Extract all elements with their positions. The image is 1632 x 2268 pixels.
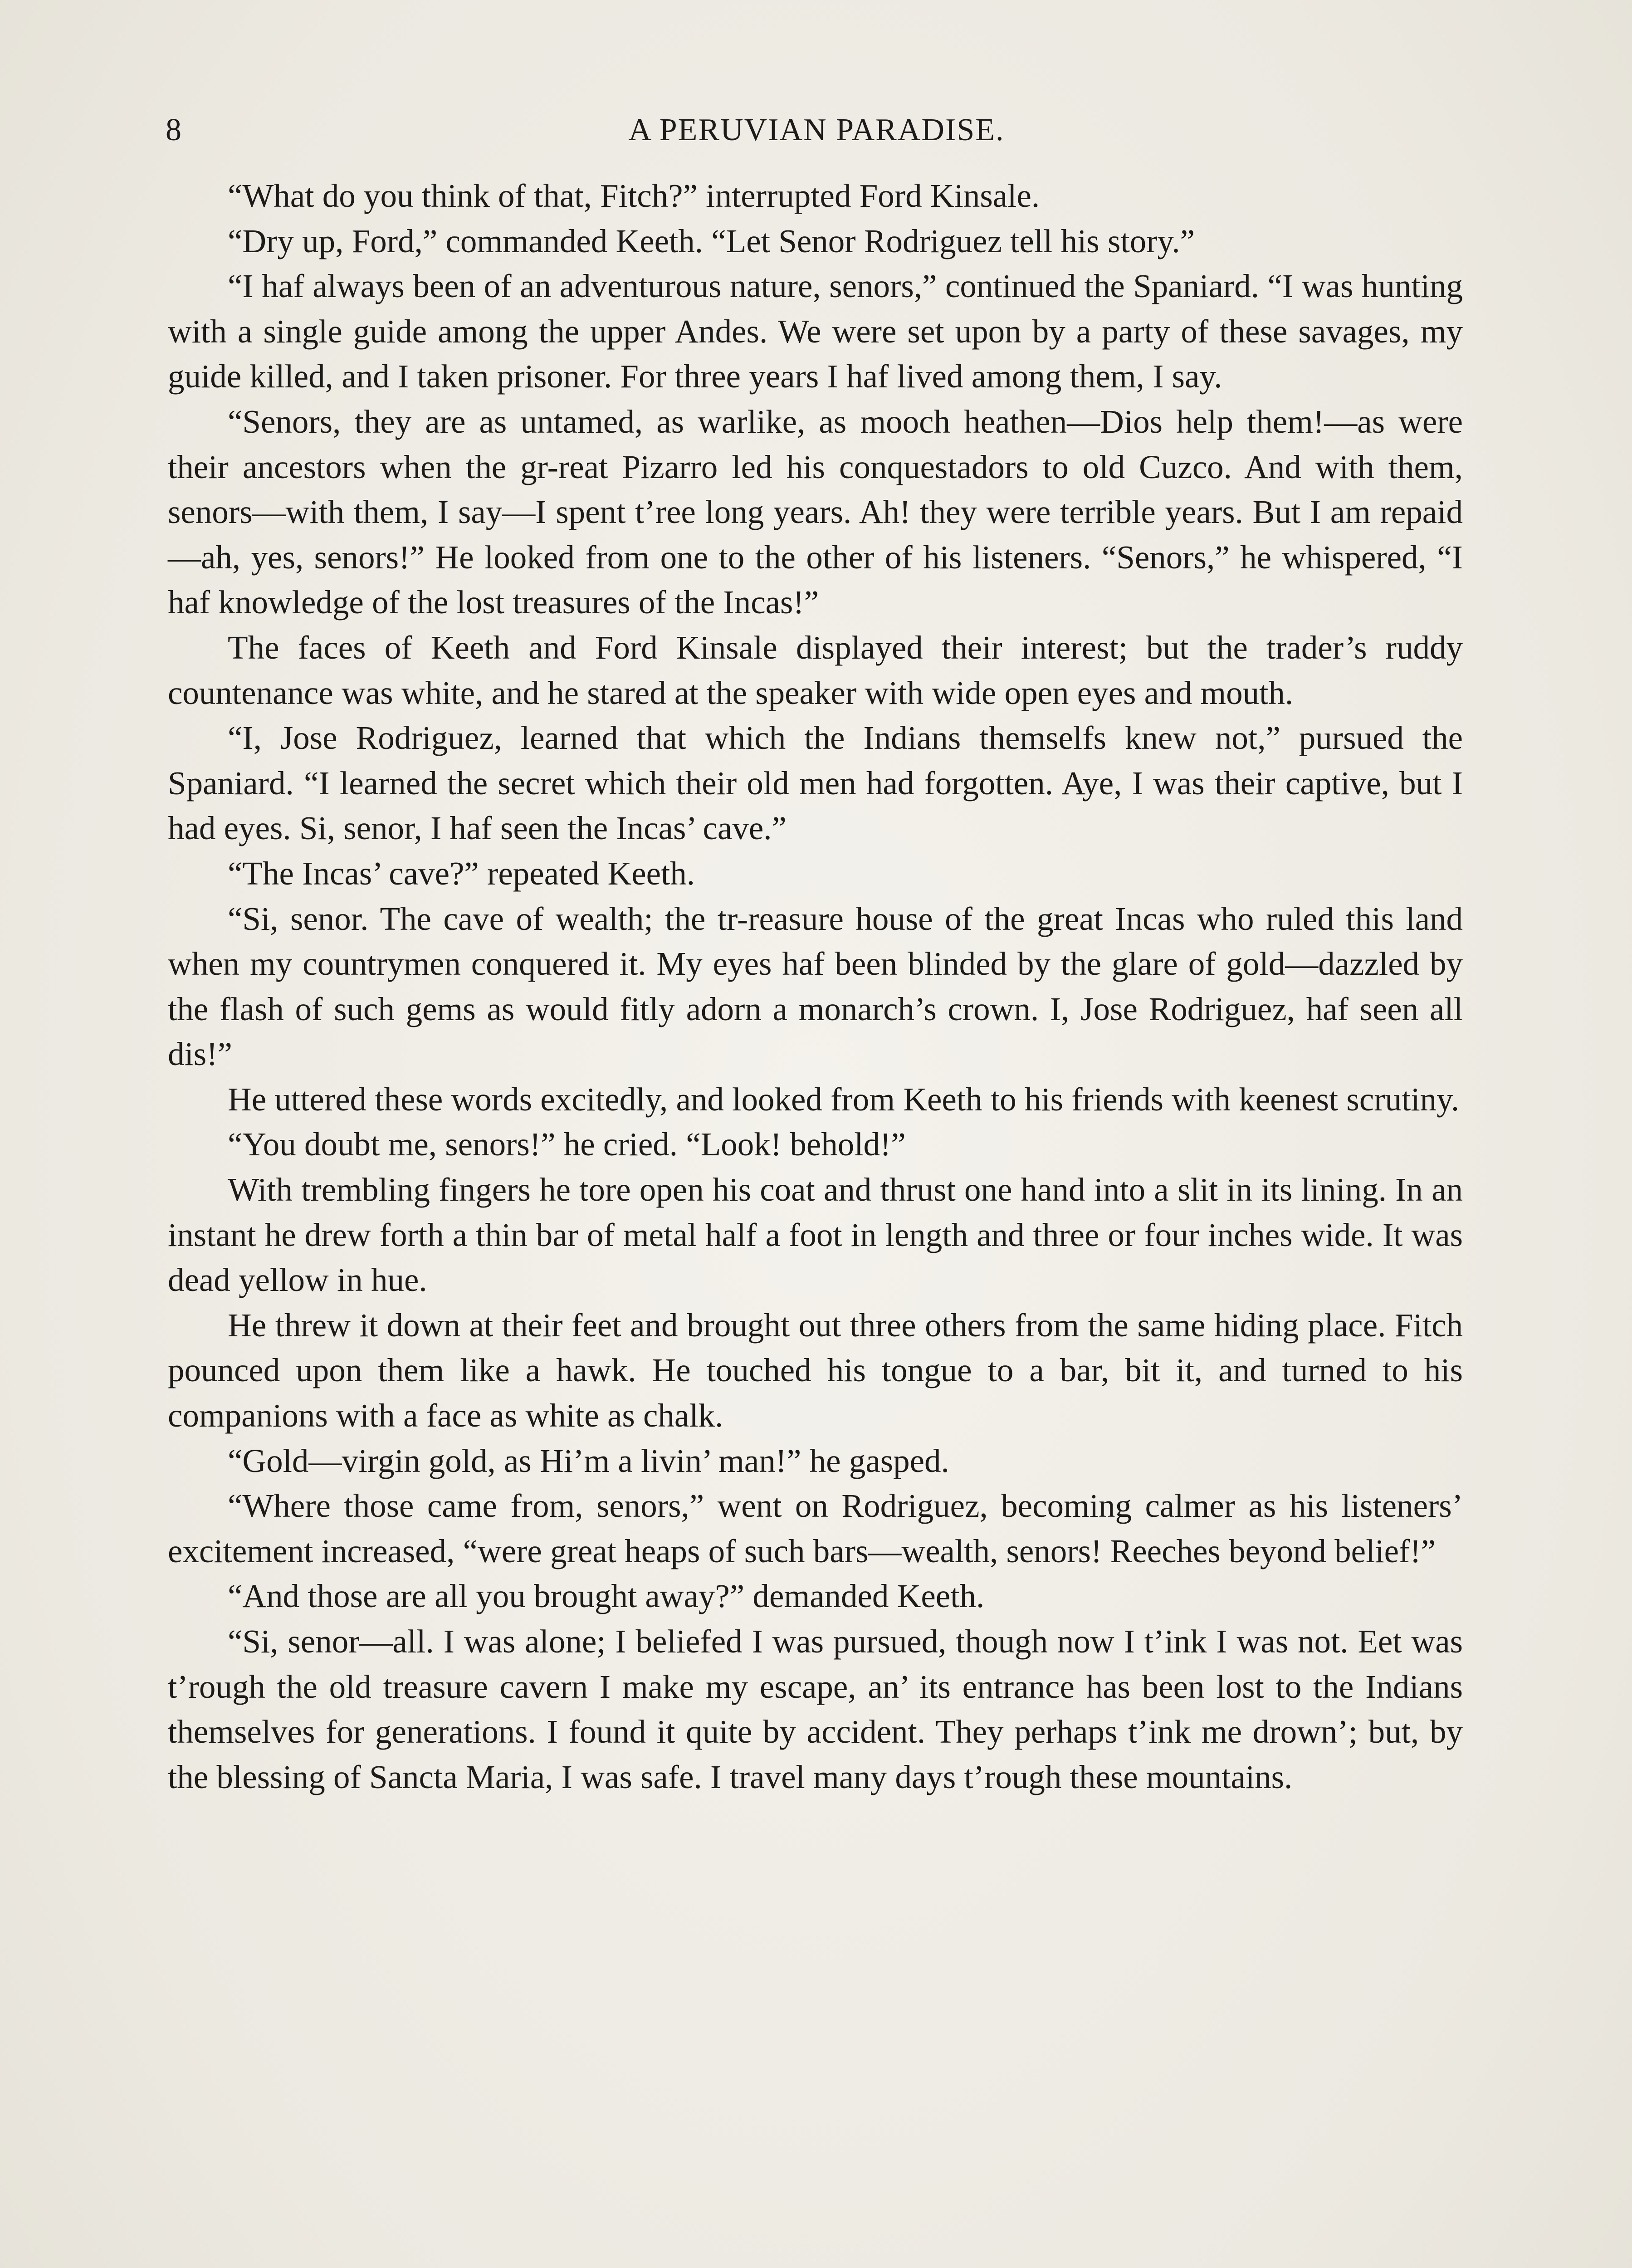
paragraph: “Gold—virgin gold, as Hi’m a livin’ man!” he gasped. [228,1442,949,1479]
paragraph: “And those are all you brought away?” demanded Keeth. [228,1578,985,1615]
book-title: A PERUVIAN PARADISE. [628,112,1005,147]
page-number: 8 [166,112,181,147]
paragraph: “Si, senor—all. I was alone; I beliefed I was pursued, though now I t’ink I was not. Eet was t’rough the old treasure cavern I make my escape, an’ its entrance has been lost to the Indians themselves for generations. I found it quite by accident. They perhaps t’ink me drown’; but, by the blessing of Sancta Maria, I was safe. I travel many days t’rough these mountains. [168,1623,1463,1795]
paragraph: “You doubt me, senors!” he cried. “Look! behold!” [228,1126,906,1163]
text-body [168,173,1463,1799]
paragraph: He threw it down at their feet and brought out three others from the same hiding place. Fitch pounced upon them like a hawk. He touched his tongue to a bar, bit it, and turned to his companions with a face as white as chalk. [168,1306,1463,1434]
paragraph: “Dry up, Ford,” commanded Keeth. “Let Senor Rodriguez tell his story.” [228,222,1195,259]
running-head [166,105,1467,155]
paragraph: He uttered these words excitedly, and looked from Keeth to his friends with keenest scrutiny. [228,1080,1460,1118]
paragraph: “I haf always been of an adventurous nature, senors,” continued the Spaniard. “I was hunting with a single guide among the upper Andes. We were set upon by a party of these savages, my guide killed, and I taken prisoner. For three years I haf lived among them, I say. [168,268,1463,395]
paragraph: “What do you think of that, Fitch?” interrupted Ford Kinsale. [228,177,1040,214]
paragraph: “I, Jose Rodriguez, learned that which the Indians themselfs knew not,” pursued the Spaniard. “I learned the secret which their old men had forgotten. Aye, I was their captive, but I had eyes. Si, senor, I haf seen the Incas’ cave.” [168,719,1463,847]
paragraph: With trembling fingers he tore open his coat and thrust one hand into a slit in its lining. In an instant he drew forth a thin bar of metal half a foot in length and three or four inches wide. It was dead yellow in hue. [168,1171,1463,1299]
paragraph: “The Incas’ cave?” repeated Keeth. [228,855,695,892]
paragraph: The faces of Keeth and Ford Kinsale displayed their interest; but the trader’s ruddy countenance was white, and he stared at the speaker with wide open eyes and mouth. [168,629,1463,711]
paragraph: “Senors, they are as untamed, as warlike, as mooch heathen—Dios help them!—as were their ancestors when the gr-reat Pizarro led his conquestadors to old Cuzco. And with them, senors—with them, I say—I spent t’ree long years. Ah! they were terrible years. But I am repaid—ah, yes, senors!” He looked from one to the other of his listeners. “Senors,” he whispered, “I haf knowledge of the lost treasures of the Incas!” [168,403,1463,621]
paragraph: “Si, senor. The cave of wealth; the tr-reasure house of the great Incas who ruled this land when my countrymen conquered it. My eyes haf been blinded by the glare of gold—dazzled by the flash of such gems as would fitly adorn a monarch’s crown. I, Jose Rodriguez, haf seen all dis!” [168,900,1463,1073]
paragraph: “Where those came from, senors,” went on Rodriguez, becoming calmer as his listeners’ excitement increased, “were great heaps of such bars—wealth, senors! Reeches beyond belief!” [168,1487,1463,1569]
